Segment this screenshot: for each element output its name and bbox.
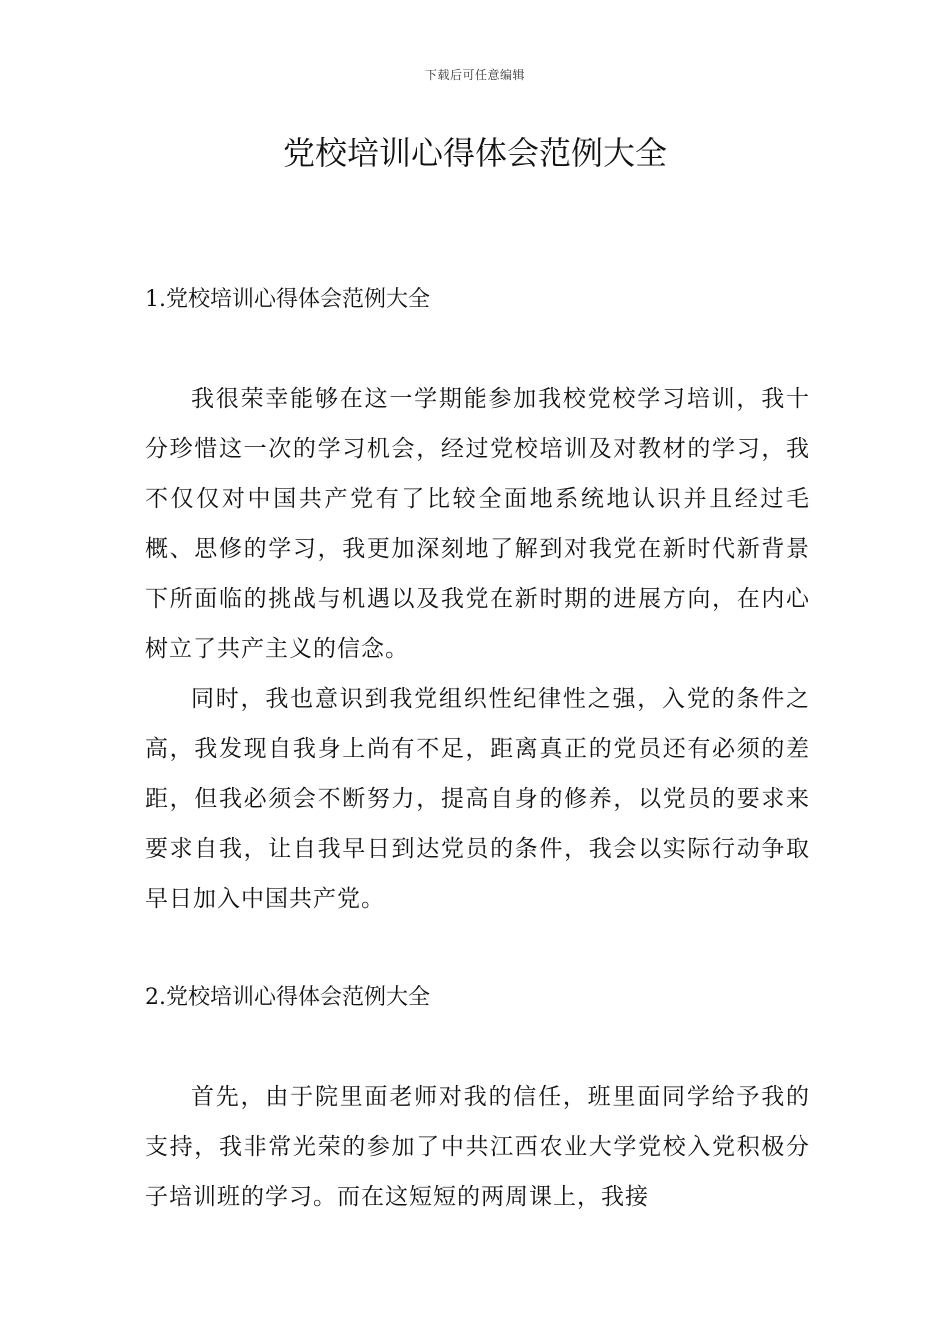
paragraph: 我很荣幸能够在这一学期能参加我校党校学习培训，我十分珍惜这一次的学习机会，经过党校培训及对教材的学习，我不仅仅对中国共产党有了比较全面地系统地认识并且经过毛概、思修的学习，我更加深刻地了解到对我党在新时代新背景下所面临的挑战与机遇以及我党在新时期的进展方向，在内心树立了共产主义的信念。 [145, 386, 810, 662]
section-1 [145, 284, 810, 924]
section-heading: 1.党校培训心得体会范例大全 [145, 287, 430, 312]
header-note: 下载后可任意编辑 [424, 68, 525, 82]
section-heading: 2.党校培训心得体会范例大全 [145, 985, 430, 1010]
section-2 [145, 982, 810, 1222]
paragraph: 同时，我也意识到我党组织性纪律性之强，入党的条件之高，我发现自我身上尚有不足，距离真正的党员还有必须的差距，但我必须会不断努力，提高自身的修养，以党员的要求来要求自我，让自我早日到达党员的条件，我会以实际行动争取早日加入中国共产党。 [145, 686, 810, 912]
paragraph: 首先，由于院里面老师对我的信任，班里面同学给予我的支持，我非常光荣的参加了中共江西农业大学党校入党积极分子培训班的学习。而在这短短的两周课上，我接 [145, 1084, 810, 1210]
document-title: 党校培训心得体会范例大全 [282, 134, 667, 172]
